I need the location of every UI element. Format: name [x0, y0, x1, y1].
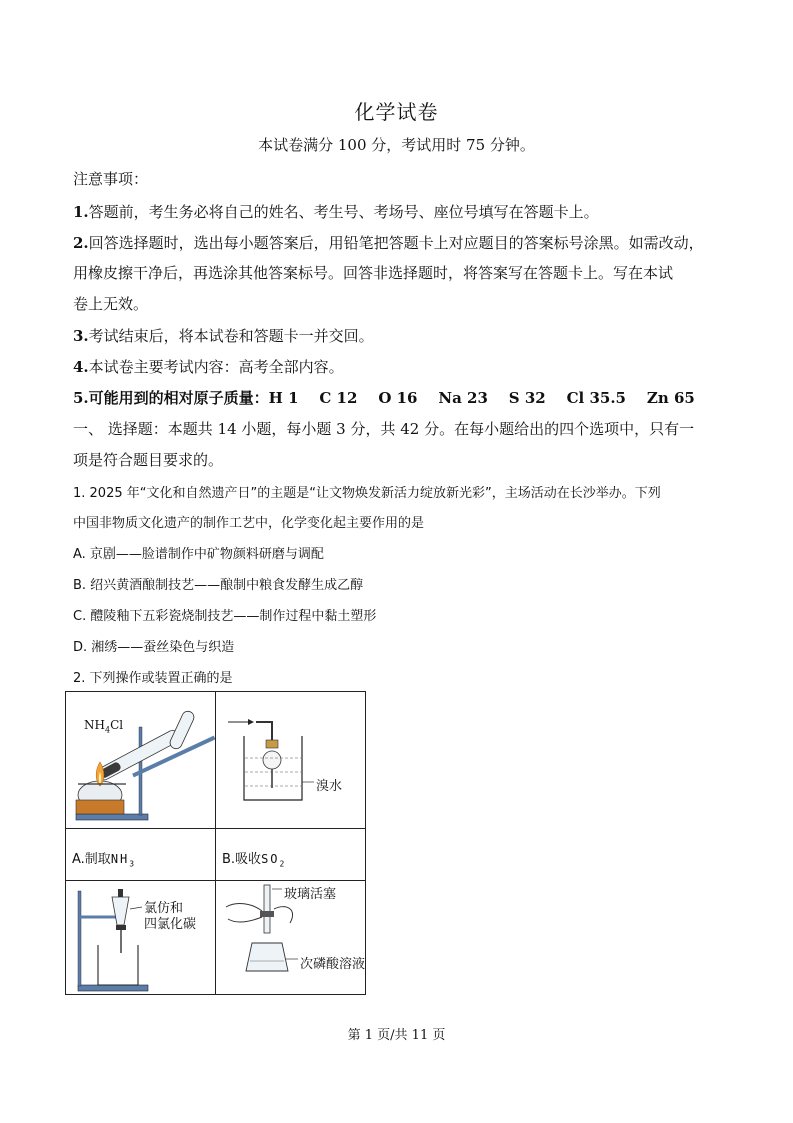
apparatus-d-label-2: 次磷酸溶液 — [300, 957, 366, 972]
notice-item-1 — [73, 201, 599, 222]
notice-number: 2. — [73, 234, 89, 252]
question-1-option-d: D. 湘绣——蚕丝染色与织造 — [73, 640, 235, 655]
apparatus-d-label-1: 玻璃活塞 — [284, 887, 337, 902]
option-b-caption: B.吸收$SO_2$ — [222, 852, 287, 869]
question-2-options-table — [65, 691, 366, 995]
apparatus-b-so2-absorb — [216, 692, 367, 828]
page-title: 化学试卷 — [354, 100, 439, 124]
notice-number: 1. — [73, 203, 89, 221]
question-2-stem: 2. 下列操作或装置正确的是 — [73, 671, 233, 686]
notice-text: 可能用到的相对原子质量：H 1 C 12 O 16 Na 23 S 32 Cl 35.5 Zn 65 — [88, 389, 695, 407]
question-1-option-b: B. 绍兴黄酒酿制技艺——酿制中粮食发酵生成乙醇 — [73, 578, 364, 593]
question-1-option-a: A. 京剧——脸谱制作中矿物颜料研磨与调配 — [73, 547, 324, 562]
notice-text: 回答选择题时，选出每小题答案后，用铅笔把答题卡上对应题目的答案标号涂黑。如需改动， — [88, 234, 704, 252]
notice-item-2-cont — [73, 262, 673, 283]
apparatus-b-label: 溴水 — [316, 779, 343, 794]
question-1-option-c: C. 醴陵釉下五彩瓷烧制技艺——制作过程中黏土塑形 — [73, 609, 377, 624]
apparatus-a-ammonia-prep — [66, 692, 215, 828]
notice-text: 答题前，考生务必将自己的姓名、考生号、考场号、座位号填写在答题卡上。 — [88, 203, 599, 221]
exam-info: 本试卷满分 100 分，考试用时 75 分钟。 — [258, 136, 535, 154]
notice-text: 考试结束后，将本试卷和答题卡一并交回。 — [88, 327, 374, 345]
page-footer: 第 1 页/共 11 页 — [347, 1028, 446, 1043]
notice-number: 3. — [73, 327, 89, 345]
option-a-caption: A.制取$NH_3$ — [72, 852, 137, 869]
apparatus-c-drawing — [66, 881, 215, 996]
apparatus-c-separation — [66, 881, 215, 996]
section-heading: 一、 选择题：本题共 14 小题，每小题 3 分，共 42 分。在每小题给出的四个选项中，只有一 — [73, 420, 695, 438]
apparatus-d-titration — [216, 881, 367, 996]
notice-item-5 — [73, 387, 695, 408]
notice-item-3 — [73, 325, 374, 346]
question-1-stem-cont: 中国非物质文化遗产的制作工艺中，化学变化起主要作用的是 — [73, 516, 425, 531]
notice-text: 本试卷主要考试内容：高考全部内容。 — [88, 358, 344, 376]
apparatus-b-drawing — [216, 692, 367, 828]
apparatus-a-label: $NH_4Cl$ — [84, 718, 124, 735]
notice-item-2-cont — [73, 293, 148, 314]
notice-item-2 — [73, 232, 704, 253]
notice-heading: 注意事项： — [73, 170, 149, 188]
notice-text: 用橡皮擦干净后，再选涂其他答案标号。回答非选择题时，将答案写在答题卡上。写在本试 — [73, 264, 674, 282]
notice-text: 卷上无效。 — [73, 295, 149, 313]
apparatus-c-label-1: 氯仿和 — [144, 901, 184, 916]
notice-number: 5. — [73, 389, 89, 407]
notice-item-4 — [73, 356, 344, 377]
question-1-stem: 1. 2025 年“文化和自然遗产日”的主题是“让文物焕发新活力绽放新光彩”，主场活动在长沙举办。下列 — [73, 486, 661, 501]
notice-number: 4. — [73, 358, 89, 376]
section-heading-cont: 项是符合题目要求的。 — [73, 451, 224, 469]
apparatus-c-label-2: 四氯化碳 — [144, 917, 197, 932]
apparatus-a-drawing — [66, 692, 215, 828]
